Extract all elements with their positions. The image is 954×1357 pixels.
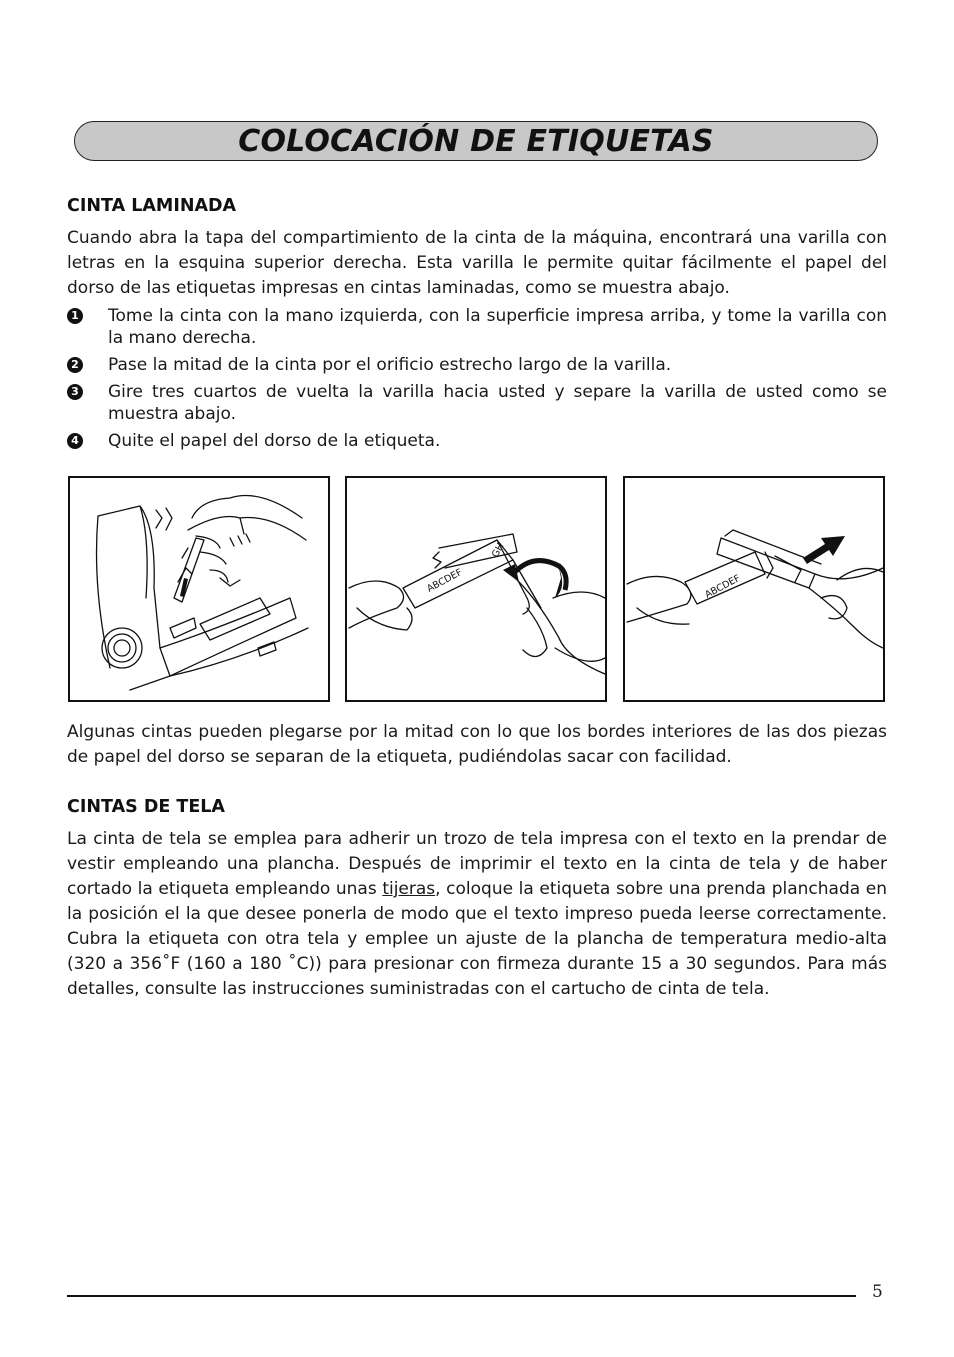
title-banner — [74, 121, 878, 161]
figure-panel-separate — [623, 476, 885, 702]
step-item — [67, 354, 887, 376]
fabric-text-1: La cinta de tela se emplea para adherir un trozo de tela impresa con el texto en la prendar de vestir empleando una plancha. Después de imprimir el texto en la cinta de tela y de haber cortado la etiqueta empleando unas — [67, 829, 887, 899]
figure-panel-machine — [68, 476, 330, 702]
step-item — [67, 430, 887, 452]
footer-rule — [67, 1295, 856, 1297]
machine-illustration — [70, 478, 328, 700]
intro-paragraph: Cuando abra la tapa del compartimiento de la cinta de la máquina, encontrará una varilla con letras en la esquina superior derecha. Esta varilla le permite quitar fácilmente el papel del dorso de las etiquetas impresas en cintas laminadas, como se muestra abajo. — [67, 228, 887, 298]
step-number-badge: 2 — [67, 357, 83, 373]
underlined-word: tijeras — [382, 879, 436, 899]
fabric-text-2: , coloque la etiqueta sobre una prenda planchada en la posición el la que desee ponerla de modo que el texto impreso pueda leerse correctamente. Cubra la etiqueta con otra tela y emplee un ajuste de la plancha de temperatura medio-alta (320 a 356˚F (160 a 180 ˚C)) para presionar con firmeza durante 15 a 30 segundos. Para más detalles, consulte las instrucciones suministradas con el cartucho de cinta de tela. — [67, 879, 887, 999]
after-figure-text — [67, 720, 887, 770]
step-number-badge: 4 — [67, 433, 83, 449]
step-number-badge: 3 — [67, 384, 83, 400]
section-heading-laminated: CINTA LAMINADA — [67, 196, 237, 216]
tape-label-abcdef: ABCDEF — [425, 566, 465, 595]
section-heading-fabric: CINTAS DE TELA — [67, 797, 225, 817]
step-text: Tome la cinta con la mano izquierda, con la superficie impresa arriba, y tome la varilla con la mano derecha. — [108, 306, 887, 348]
step-number-badge: 1 — [67, 308, 83, 324]
tape-label-gh: GH — [489, 541, 507, 560]
step-list — [67, 305, 887, 457]
fabric-paragraph — [67, 827, 887, 1002]
tape-label-abcdef-2: ABCDEF — [703, 572, 743, 601]
step-text: Quite el papel del dorso de la etiqueta. — [108, 431, 441, 451]
separate-illustration — [625, 478, 883, 700]
fold-tip-paragraph: Algunas cintas pueden plegarse por la mitad con lo que los bordes interiores de las dos piezas de papel del dorso se separan de la etiqueta, pudiéndolas sacar con facilidad. — [67, 722, 887, 767]
figure-panel-rotate — [345, 476, 607, 702]
rotate-illustration — [347, 478, 605, 700]
step-text: Gire tres cuartos de vuelta la varilla hacia usted y separe la varilla de usted como se muestra abajo. — [108, 382, 887, 424]
page-title: COLOCACIÓN DE ETIQUETAS — [238, 124, 714, 159]
section-fabric — [67, 796, 887, 1002]
page-number: 5 — [872, 1282, 883, 1302]
step-text: Pase la mitad de la cinta por el orificio estrecho largo de la varilla. — [108, 355, 672, 375]
step-item — [67, 305, 887, 349]
section-laminated — [67, 195, 887, 301]
step-item — [67, 381, 887, 425]
